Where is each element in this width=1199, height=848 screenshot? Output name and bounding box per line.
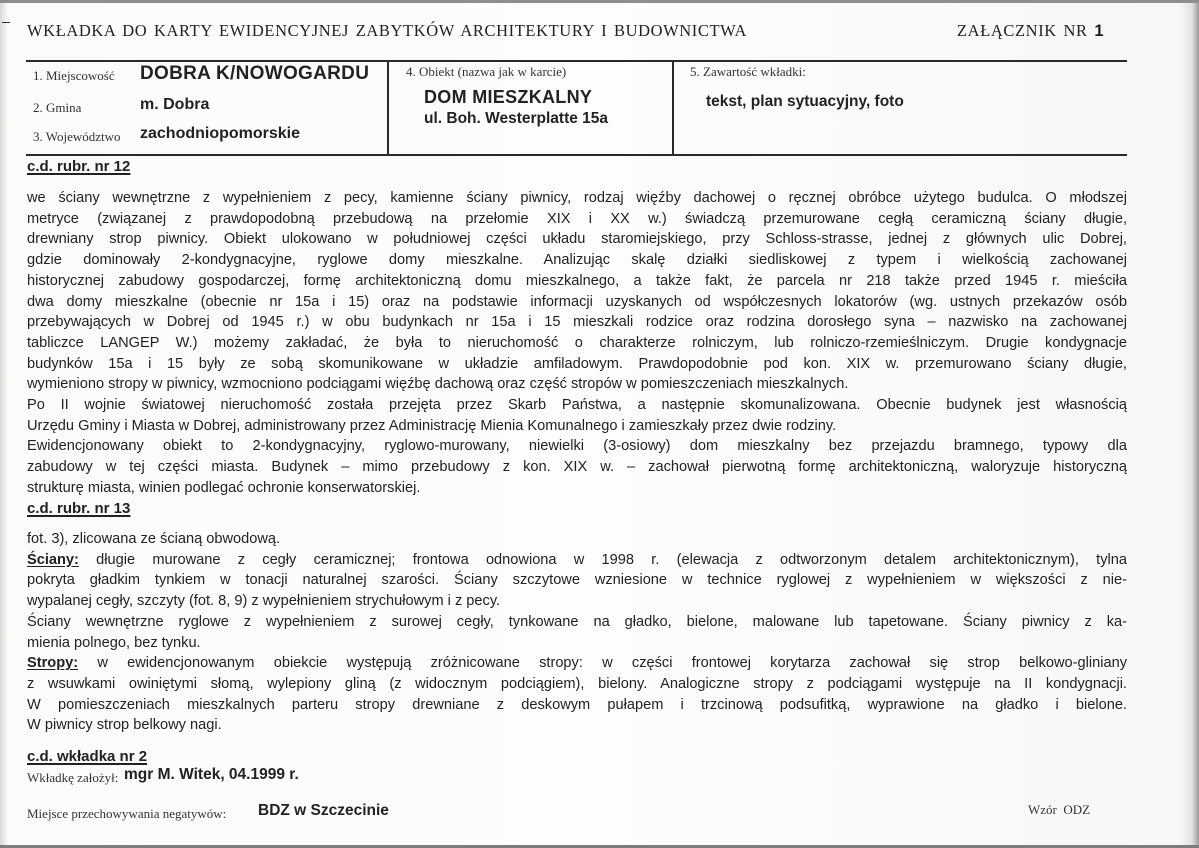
text-line [27,529,1127,549]
text-line-content: tabliczce LANGEP W.) możemy zakładać, że była to nieruchomość o charakterze rolniczym, lub rolniczo-rzemieślniczym. Drugie kondygnacje [27,334,1127,351]
text-line-content: Ewidencjonowany obiekt to 2-kondygnacyjny, ryglowo-murowany, niewielki (3-osiowy) dom mieszkalny bez przejazdu bramnego, typowy dla [27,438,1127,455]
section-heading-insert-2: c.d. wkładka nr 2 [27,748,148,765]
table-divider-2 [672,61,674,155]
text-line [27,209,1127,229]
text-line [27,250,1127,270]
text-line-content: fot. 3), zlicowana ze ścianą obwodową. [27,531,281,547]
text-line [27,312,1127,332]
voivodeship-label: 3. Województwo [33,129,121,144]
text-line-content: pokryta gładkim tynkiem w tonacji naturalnej szarości. Ściany szczytowe wzniesione w technice ryglowej z wypełnieniem w większości z nie- [27,572,1127,589]
text-line [27,674,1127,694]
table-bottom-border [26,154,1127,156]
text-line [27,612,1127,632]
template-label: Wzór ODZ [1028,802,1091,817]
text-line [27,333,1127,353]
object-name: DOM MIESZKALNY [424,87,593,107]
text-line-content [27,550,1127,570]
section-heading-rubr-13: c.d. rubr. nr 13 [27,500,131,517]
document-title: WKŁADKA DO KARTY EWIDENCYJNEJ ZABYTKÓW ARCHITEKTURY I BUDOWNICTWA [27,21,748,40]
annex-label-text: ZAŁĄCZNIK NR [957,21,1088,40]
text-fragment: w ewidencjonowanym obiekcie występują zróżnicowane stropy: w części frontowej korytarza zachował się strop belkowo-gliniany [78,655,1127,672]
contents-value: tekst, plan sytuacyjny, foto [706,93,904,110]
object-label: 4. Obiekt (nazwa jak w karcie) [406,64,567,79]
text-line-content: przebywających w Dobrej od 1945 r.) w obu budynkach nr 15a i 15 mieszkali rodzice oraz rodzina dorosłego syna – nazwisko na zachowanej [27,314,1127,331]
negatives-value: BDZ w Szczecinie [258,802,389,819]
text-line-content [27,653,1127,673]
text-line-content: Urzędu Gminy i Miasta w Dobrej, administrowany przez Administrację Mienia Komunalnego i zamieszkały przez dwie rodziny. [27,417,837,434]
table-top-border [26,60,1127,62]
text-line [27,271,1127,291]
text-line [27,633,1127,653]
text-line [27,229,1127,249]
text-line-content: strukturę miasta, winien podlegać ochronie konserwatorskiej. [27,479,421,496]
text-line-content: budynków 15a i 15 były ze sobą skomunikowane w układzie amfiladowym. Prawdopodobnie pod kon. XIX w. przemurowano ściany długie, [27,355,1127,372]
text-line-content: mienia polnego, bez tynku. [27,634,201,651]
walls-keyword: Ściany: [27,551,79,568]
text-line [27,292,1127,312]
text-line [27,416,1127,436]
text-line-content: we ściany wewnętrzne z wypełnieniem z pecy, kamienne ściany piwnicy, rodzaj więźby dachowej o ręcznej obróbce użytego budulca. O młodszej [27,190,1127,206]
text-line [27,570,1127,590]
author-label: Wkładkę założył: [27,770,119,785]
section-heading-rubr-12: c.d. rubr. nr 12 [27,158,131,175]
author-value: mgr M. Witek, 04.1999 r. [124,766,299,783]
annex-label [957,21,1104,41]
text-line [27,591,1127,611]
text-line [27,715,1127,735]
text-line-content: dwa domy mieszkalne (obecnie nr 15a i 15) oraz na podstawie informacji uzyskanych od współczesnych lokatorów (wg. ustnych przekazów osób [27,293,1127,310]
locality-value: DOBRA K/NOWOGARDU [140,63,370,84]
contents-label: 5. Zawartość wkładki: [690,64,806,79]
text-line-content: Po II wojnie światowej nieruchomość została przejęta przez Skarb Państwa, a następnie skomunalizowana. Obecnie budynek jest własnością [27,397,1127,413]
text-line [27,354,1127,374]
text-line-content: Ściany wewnętrzne ryglowe z wypełnieniem z surowej cegły, tynkowane na gładko, bielone, malowane lub tapetowane. Ściany piwnicy z ka- [27,613,1127,630]
text-line [27,188,1127,208]
text-line [27,374,1127,394]
text-line-content: zabudowy w tej części miasta. Budynek – mimo przebudowy z kon. XIX w. – zachował pierwotną formę architektoniczną, waloryzuje historyczną [27,459,1127,476]
text-line-content: historycznej zabudowy gospodarczej, formę architektoniczną domu mieszkalnego, a także fakt, że parcela nr 218 także przed 1945 r. mieściła [27,272,1127,289]
table-divider-1 [387,61,389,155]
text-line-content: gdzie dominowały 2-kondygnacyjne, ryglowe domy mieszkalne. Analizując skalę działki siedliskowej z typem i wielkością zachowanej [27,252,1127,269]
text-line-content: W pomieszczeniach mieszkalnych parteru stropy drewniane z deskowym pułapem i trzcinową podsufitką, wyprawione na gładko i bielone. [27,696,1127,713]
annex-number: 1 [1094,22,1105,40]
text-line-content: metryce (związanej z prawdopodobną przebudową na przełomie XIX i XX w.) świadczą przemurowane cegłą ceramiczną ściany długie, [27,210,1127,227]
text-line-content: drewniany strop piwnicy. Obiekt ulokowano w południowej części układu staromiejskiego, przy Schloss-strasse, jednej z głównych ulic Dobrej, [27,231,1127,248]
ceilings-keyword: Stropy: [27,655,79,672]
locality-label: 1. Miejscowość [33,68,115,83]
text-line [27,695,1127,715]
voivodeship-value: zachodniopomorskie [140,125,301,142]
text-line-content: W piwnicy strop belkowy nagi. [27,717,222,734]
scan-edge-mark [2,22,10,23]
text-line [27,457,1127,477]
commune-label: 2. Gmina [33,100,82,115]
object-address: ul. Boh. Westerplatte 15a [424,110,609,127]
text-line [27,478,1127,498]
text-line [27,550,1127,570]
text-line [27,436,1127,456]
text-line [27,395,1127,415]
text-fragment: długie murowane z cegły ceramicznej; frontowa odnowiona w 1998 r. (elewacja z odtworzonym detalem architektonicznym), tylna [78,551,1127,568]
commune-value: m. Dobra [140,96,210,113]
text-line-content: z wsuwkami owiniętymi słomą, wylepiony gliną (z widocznym podciągiem), bielony. Analogiczne stropy z podciągami występuje na II kondygnacji. [27,675,1127,692]
text-line-content: wymieniono stropy w piwnicy, wzmocniono podciągami więźbę dachową oraz część stropów w pomieszczeniach mieszkalnych. [27,376,849,393]
negatives-label: Miejsce przechowywania negatywów: [27,806,227,821]
text-line [27,653,1127,673]
text-line-content: wypalanej cegły, szczyty (fot. 8, 9) z wypełnieniem strychułowym i z pecy. [27,593,501,610]
